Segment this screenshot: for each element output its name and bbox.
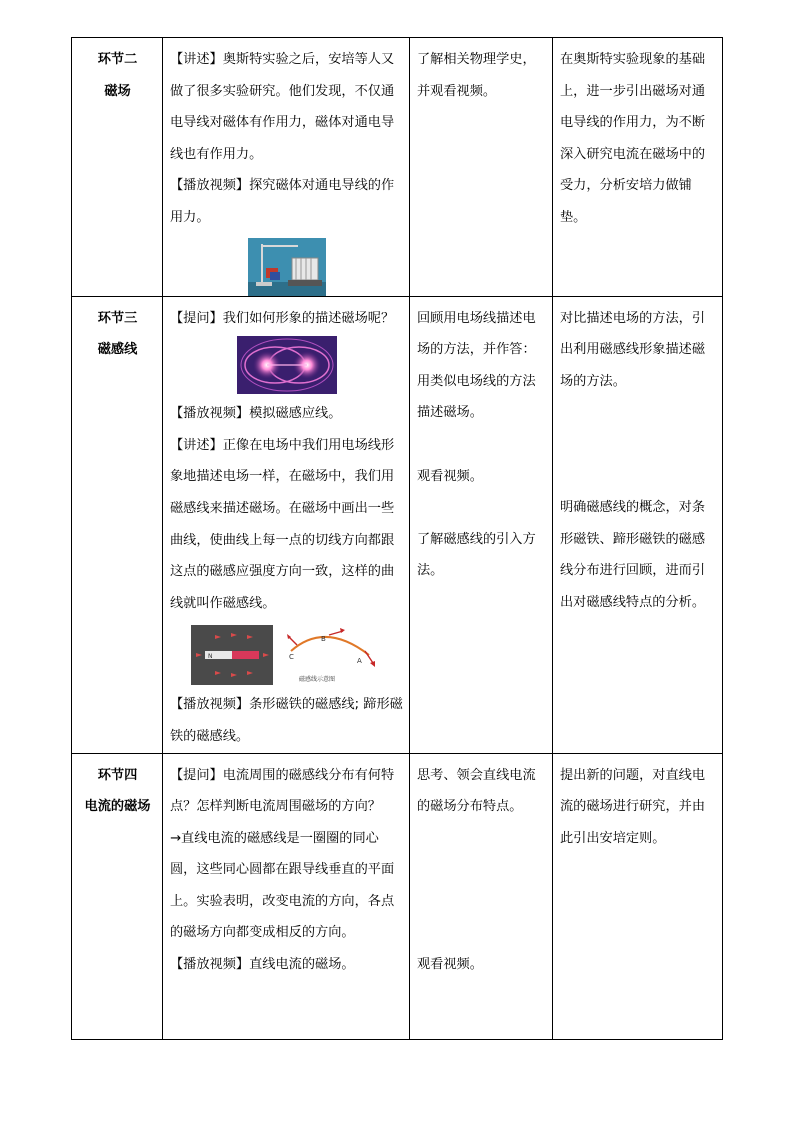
intent-text: 提出新的问题，对直线电流的磁场进行研究，并由此引出安培定则。 [560, 767, 706, 846]
point-label: A [357, 657, 362, 666]
figure-wrap [170, 334, 403, 398]
student-activity-cell [410, 38, 553, 297]
stage-title: 磁感线 [97, 342, 138, 358]
design-intent-cell [553, 753, 723, 1039]
svg-text:N: N [208, 653, 213, 661]
point-label: B [321, 635, 327, 644]
stage-label: 环节四 [97, 767, 138, 783]
table-row [72, 753, 723, 1039]
stage-title: 电流的磁场 [84, 799, 151, 815]
stage-cell [72, 296, 163, 753]
teacher-activity-cell [163, 296, 410, 753]
lesson-plan-table [71, 37, 723, 1040]
student-text: 回顾用电场线描述电场的方法，并作答：用类似电场线的方法描述磁场。 [417, 310, 536, 421]
figure-wrap [170, 234, 403, 296]
teacher-text: 【播放视频】直线电流的磁场。 [170, 957, 355, 973]
table-row [72, 38, 723, 297]
magnetic-field-image [237, 336, 337, 394]
student-text: 了解相关物理学史，并观看视频。 [417, 52, 536, 99]
stage-label: 环节三 [97, 310, 138, 326]
design-intent-cell [553, 296, 723, 753]
intent-text: 对比描述电场的方法，引出利用磁感线形象描述磁场的方法。 [560, 310, 706, 389]
design-intent-cell [553, 38, 723, 297]
stage-cell [72, 38, 163, 297]
figure-wrap [170, 619, 403, 689]
student-text: 观看视频。 [417, 468, 483, 484]
stage-label: 环节二 [97, 52, 138, 67]
teacher-text: 【讲述】奥斯特实验之后，安培等人又做了很多实验研究。他们发现，不仅通电导线对磁体有作用力，磁体对通电导线也有作用力。 [170, 52, 395, 162]
student-text: 观看视频。 [417, 957, 483, 973]
point-label: C [289, 653, 295, 662]
stage-title: 磁场 [104, 83, 131, 99]
teacher-activity-cell [163, 753, 410, 1039]
student-text: 思考、领会直线电流的磁场分布特点。 [417, 767, 536, 815]
teacher-text: 【播放视频】条形磁铁的磁感线; 蹄形磁铁的磁感线。 [170, 697, 403, 744]
student-text: 了解磁感线的引入方法。 [417, 531, 536, 579]
teacher-text: 【播放视频】模拟磁感应线。 [170, 406, 342, 422]
teacher-text: →直线电流的磁感线是一圈圈的同心圆，这些同心圆都在跟导线垂直的平面上。实验表明，改变电流的方向，各点的磁场方向都变成相反的方向。 [170, 830, 395, 941]
diagram-caption: 磁感线示意图 [299, 676, 336, 684]
student-activity-cell [410, 296, 553, 753]
experiment-video-thumbnail [248, 238, 326, 296]
teacher-text: 【提问】电流周围的磁感线分布有何特点？怎样判断电流周围磁场的方向？ [170, 767, 395, 815]
magnetic-line-diagram [285, 625, 381, 685]
intent-text: 明确磁感线的概念，对条形磁铁、蹄形磁铁的磁感线分布进行回顾，进而引出对磁感线特点的分析。 [560, 500, 706, 610]
teacher-activity-cell [163, 38, 410, 297]
intent-text: 在奥斯特实验现象的基础上，进一步引出磁场对通电导线的作用力，为不断深入研究电流在磁场中的受力，分析安培力做铺垫。 [560, 52, 706, 225]
teacher-text: 【提问】我们如何形象的描述磁场呢？ [170, 310, 395, 326]
teacher-text: 【讲述】正像在电场中我们用电场线形象地描述电场一样，在磁场中，我们用磁感线来描述磁场。在磁场中画出一些曲线，使曲线上每一点的切线方向都跟这点的磁感应强度方向一致，这样的曲线就叫作磁感线。 [170, 437, 395, 611]
student-activity-cell [410, 753, 553, 1039]
table-row [72, 296, 723, 753]
teacher-text: 【播放视频】探究磁体对通电导线的作用力。 [170, 178, 395, 225]
bar-magnet-image [191, 625, 273, 685]
stage-cell [72, 753, 163, 1039]
